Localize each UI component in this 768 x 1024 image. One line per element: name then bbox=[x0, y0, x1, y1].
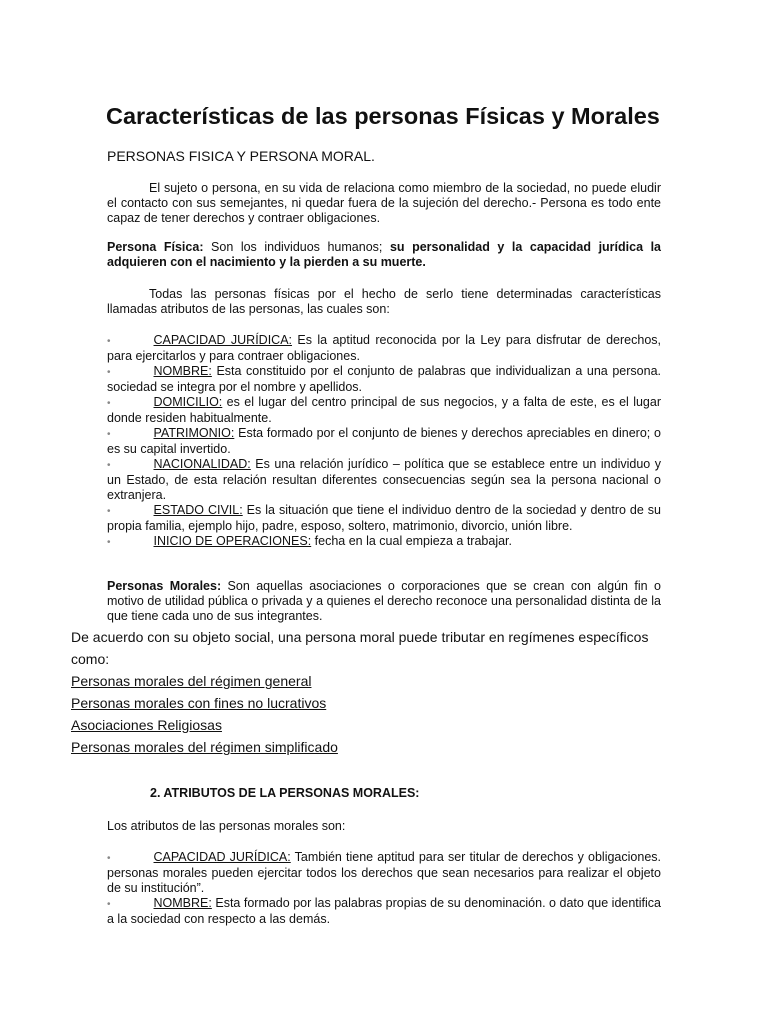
personas-morales-label: Personas Morales: bbox=[107, 579, 222, 593]
list-item bbox=[107, 364, 661, 395]
bullet-icon: • bbox=[107, 506, 111, 517]
attribute-text: Es una relación jurídico – política que se establece entre un individuo y un Estado, de esta relación resultan diferentes consecuencias según sea la persona nacional o extranjera. bbox=[107, 457, 661, 502]
attribute-text: fecha en la cual empieza a trabajar. bbox=[311, 534, 513, 548]
atributos-morales-list bbox=[107, 850, 661, 927]
bullet-icon: • bbox=[107, 367, 111, 378]
persona-fisica-text: Son los individuos humanos; bbox=[203, 240, 390, 254]
section-subtitle: PERSONAS FISICA Y PERSONA MORAL. bbox=[107, 148, 375, 164]
regimen-item: Asociaciones Religiosas bbox=[71, 717, 222, 733]
attribute-term: CAPACIDAD JURÍDICA: bbox=[153, 850, 291, 864]
regimen-item: Personas morales del régimen general bbox=[71, 673, 312, 689]
attribute-term: ESTADO CIVIL: bbox=[153, 503, 243, 517]
regimen-item: Personas morales del régimen simplificado bbox=[71, 739, 338, 755]
persona-fisica-label: Persona Física: bbox=[107, 240, 204, 254]
attribute-term: NACIONALIDAD: bbox=[153, 457, 251, 471]
attribute-text: Esta formado por las palabras propias de su denominación. o dato que identifica a la sociedad con respecto a las demás. bbox=[107, 896, 661, 926]
bullet-icon: • bbox=[107, 460, 111, 471]
attribute-term: NOMBRE: bbox=[153, 364, 212, 378]
list-item bbox=[107, 850, 661, 896]
intro-paragraph bbox=[107, 181, 661, 226]
bullet-icon: • bbox=[107, 429, 111, 440]
bullet-icon: • bbox=[107, 537, 111, 548]
list-item bbox=[107, 534, 661, 550]
list-item bbox=[107, 896, 661, 927]
attribute-term: NOMBRE: bbox=[153, 896, 212, 910]
bullet-icon: • bbox=[107, 336, 111, 347]
attribute-term: PATRIMONIO: bbox=[153, 426, 235, 440]
bullet-icon: • bbox=[107, 398, 111, 409]
attribute-term: DOMICILIO: bbox=[153, 395, 223, 409]
list-item bbox=[107, 426, 661, 457]
attribute-text: También tiene aptitud para ser titular de derechos y obligaciones. personas morales pueden ejercitar todos los derechos que sean necesarios para realizar el objeto de su institución”. bbox=[107, 850, 661, 895]
attribute-text: Esta constituido por el conjunto de palabras que individualizan a una persona. sociedad se integra por el nombre y apellidos. bbox=[107, 364, 661, 394]
list-item bbox=[107, 333, 661, 364]
bullet-icon: • bbox=[107, 899, 111, 910]
personas-morales-paragraph bbox=[107, 579, 661, 624]
list-item bbox=[107, 457, 661, 503]
persona-fisica-paragraph bbox=[107, 240, 661, 270]
attribute-text: Es la aptitud reconocida por la Ley para disfrutar de derechos, para ejercitarlos y para contraer obligaciones. bbox=[107, 333, 662, 363]
atributos-intro-text: Todas las personas físicas por el hecho de serlo tiene determinadas características llamadas atributos de las personas, las cuales son: bbox=[107, 287, 661, 316]
atributos-intro-paragraph bbox=[107, 287, 661, 317]
attribute-text: Esta formado por el conjunto de bienes y derechos apreciables en dinero; o es su capital invertido. bbox=[107, 426, 661, 456]
attribute-text: es el lugar del centro principal de sus negocios, y a falta de este, es el lugar donde residen habitualmente. bbox=[107, 395, 661, 425]
regimenes-intro: De acuerdo con su objeto social, una persona moral puede tributar en regímenes específicos como: bbox=[71, 629, 649, 667]
intro-text: El sujeto o persona, en su vida de relaciona como miembro de la sociedad, no puede eludir el contacto con sus semejantes, ni quedar fuera de la sujeción del derecho.- Persona es todo ente capaz de tener derechos y contraer obligaciones. bbox=[107, 181, 661, 225]
personas-morales-text: Son aquellas asociaciones o corporaciones que se crean con algún fin o motivo de utilidad pública o privada y a quienes el derecho reconoce una personalidad distinta de la que tiene cada uno de sus integrantes. bbox=[107, 579, 661, 623]
atributos-morales-intro: Los atributos de las personas morales son: bbox=[107, 819, 346, 833]
section-2-heading: 2. ATRIBUTOS DE LA PERSONAS MORALES: bbox=[150, 786, 420, 800]
persona-fisica-bold-text: su personalidad y la capacidad jurídica la adquieren con el nacimiento y la pierden a su muerte. bbox=[107, 240, 662, 269]
attribute-text: Es la situación que tiene el individuo dentro de la sociedad y dentro de su propia familia, ejemplo hijo, padre, esposo, soltero, matrimonio, divorcio, unión libre. bbox=[107, 503, 661, 533]
bullet-icon: • bbox=[107, 853, 111, 864]
page-title: Características de las personas Físicas y Morales bbox=[106, 103, 660, 129]
attribute-term: INICIO DE OPERACIONES: bbox=[153, 534, 312, 548]
list-item bbox=[107, 503, 661, 534]
attribute-term: CAPACIDAD JURÍDICA: bbox=[153, 333, 293, 347]
list-item bbox=[107, 395, 661, 426]
atributos-fisicas-list bbox=[107, 333, 661, 550]
regimen-item: Personas morales con fines no lucrativos bbox=[71, 695, 327, 711]
